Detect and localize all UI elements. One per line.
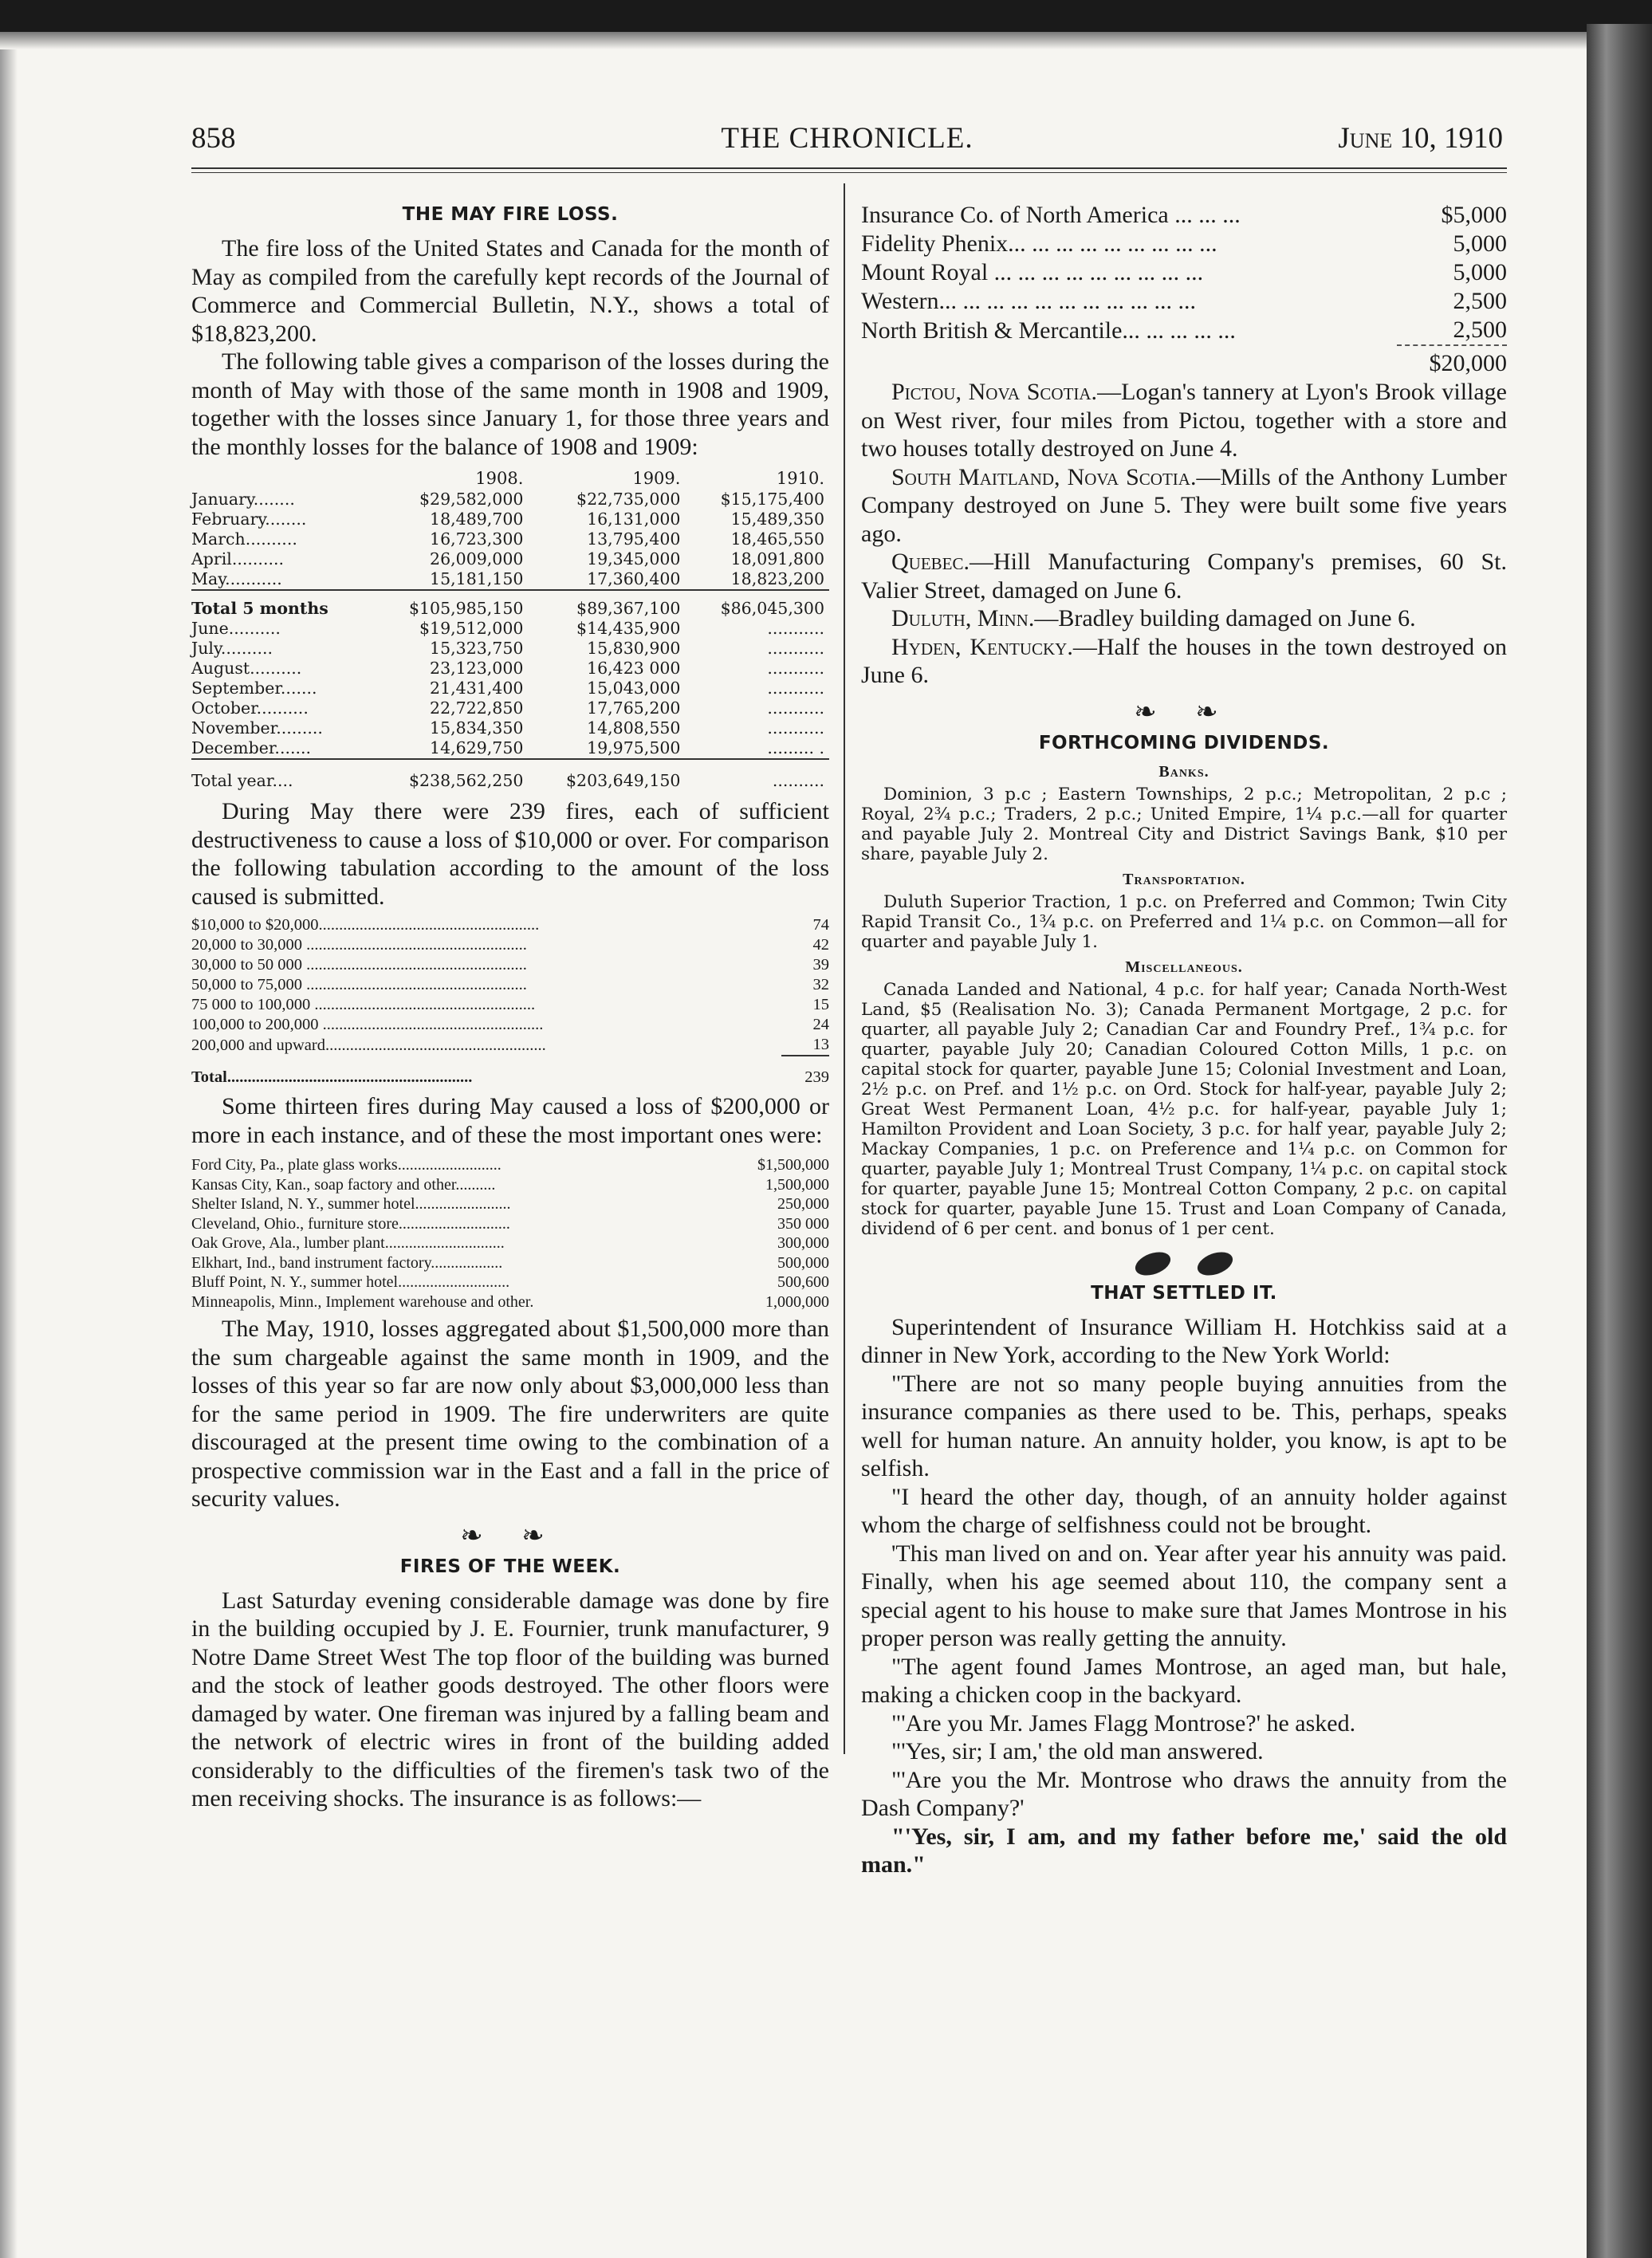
page-top-shadow xyxy=(0,32,1595,49)
ornament: ❧ ❧ xyxy=(460,1520,560,1551)
news-place: Duluth, Minn. xyxy=(891,605,1035,631)
insurance-company: North British & Mercantile... ... ... ... ... xyxy=(861,317,1236,344)
big-fires-table xyxy=(191,1155,829,1312)
col-1909: 1909. xyxy=(632,469,681,488)
big-fire-row xyxy=(191,1214,829,1234)
loss-value: 15,181,150 xyxy=(430,569,524,588)
loss-value: 23,123,000 xyxy=(430,659,524,678)
insurance-company: Mount Royal ... ... ... ... ... ... ... ... ... xyxy=(861,259,1204,285)
insurance-amount: 2,500 xyxy=(1453,317,1507,343)
loss-value: 21,431,400 xyxy=(430,679,524,698)
month-row xyxy=(191,509,829,529)
news-item xyxy=(861,548,1507,604)
leaf-icon xyxy=(1132,1247,1174,1279)
month-row xyxy=(191,490,829,509)
loss-value: $14,435,900 xyxy=(576,619,681,638)
fire-place: Cleveland, Ohio., furniture store............................ xyxy=(191,1214,510,1233)
loss-value: ........... xyxy=(767,679,824,698)
month-label: March.......... xyxy=(191,529,297,549)
distribution-intro: During May there were 239 fires, each of sufficient destructiveness to cause a loss of $10,000 or over. For comparison the following tabulation according to the amount of the loss caused is submitted. xyxy=(191,798,829,910)
news-place: Pictou, Nova Scotia. xyxy=(891,379,1098,405)
story-paragraph: "I heard the other day, though, of an annuity holder against whom the charge of selfishness could not be brought. xyxy=(861,1483,1507,1538)
loss-value: 17,765,200 xyxy=(587,698,681,718)
big-fire-row xyxy=(191,1155,829,1175)
big-fires-intro: Some thirteen fires during May caused a loss of $200,000 or more in each instance, and of these the most important ones were: xyxy=(191,1093,829,1148)
insurance-amount: 5,000 xyxy=(1453,230,1507,257)
loss-value: 15,323,750 xyxy=(430,639,524,658)
page-number: 858 xyxy=(191,122,236,155)
loss-range: $10,000 to $20,000...................................................... xyxy=(191,916,540,934)
story-paragraph: "'Are you Mr. James Flagg Montrose?' he asked. xyxy=(891,1709,1356,1737)
fire-place: Kansas City, Kan., soap factory and other.......... xyxy=(191,1175,496,1194)
loss-range: 75 000 to 100,000 ...................................................... xyxy=(191,996,536,1013)
leaf-ornament xyxy=(861,1253,1507,1278)
header-rule xyxy=(191,167,1507,173)
insurance-company: Western... ... ... ... ... ... ... ... ... ... ... xyxy=(861,288,1197,314)
loss-value: 22,722,850 xyxy=(430,698,524,718)
insurance-row xyxy=(861,316,1507,345)
distribution-row xyxy=(191,915,829,935)
story-paragraph: "'Are you the Mr. Montrose who draws the annuity from the Dash Company?' xyxy=(861,1766,1507,1821)
fire-loss: 500,000 xyxy=(777,1253,829,1272)
loss-value: 16,723,300 xyxy=(430,529,524,549)
news-item xyxy=(861,378,1507,463)
big-fire-row xyxy=(191,1273,829,1292)
news-item xyxy=(861,633,1507,690)
issue-date: June 10, 1910 xyxy=(1338,122,1503,155)
insurance-row xyxy=(861,287,1507,316)
loss-value: 26,009,000 xyxy=(430,549,524,568)
month-row xyxy=(191,639,829,659)
news-place: Quebec. xyxy=(891,549,970,575)
fire-loss: 350 000 xyxy=(777,1214,829,1233)
story-paragraph: "'Yes, sir; I am,' the old man answered. xyxy=(891,1738,1264,1764)
fire-count: 74 xyxy=(812,916,829,934)
loss-value: $29,582,000 xyxy=(419,490,524,509)
month-row xyxy=(191,549,829,569)
month-label: August.......... xyxy=(191,659,302,678)
miscellaneous-label: Miscellaneous. xyxy=(1125,958,1243,976)
loss-value: 19,345,000 xyxy=(587,549,681,568)
fire-loss: 300,000 xyxy=(777,1234,829,1252)
banks-dividends: Dominion, 3 p.c ; Eastern Townships, 2 p.c.; Metropolitan, 2 p.c ; Royal, 2¾ p.c.; Traders, 2 p.c.; United Empire, 1¼ p.c.—all for quarter and payable July 2. Montreal City and District Savings Bank, $10 per share, payable July 2. xyxy=(861,784,1507,864)
fire-loss: 1,000,000 xyxy=(765,1292,829,1311)
loss-value: ........... xyxy=(767,659,824,678)
month-label: December....... xyxy=(191,738,312,757)
loss-value: ........... xyxy=(767,698,824,718)
total-year-row: Total year.... $238,562,250 $203,649,150 .......... xyxy=(191,759,829,791)
fire-loss: 1,500,000 xyxy=(765,1175,829,1194)
fire-loss: $1,500,000 xyxy=(757,1156,829,1174)
may-closing-paragraph: The May, 1910, losses aggregated about $1,500,000 more than the sum chargeable against the same month in 1909, and the losses of this year so far are now only about $3,000,000 less than for the same period in 1909. The fire underwriters are quite discouraged at the present time owing to the combination of a prospective commission war in the East and a fall in the price of security values. xyxy=(191,1316,829,1512)
loss-value: 19,975,500 xyxy=(587,738,681,757)
monthly-loss-table xyxy=(191,469,829,791)
page-header xyxy=(191,121,1503,156)
publication-title: THE CHRONICLE. xyxy=(721,122,974,155)
loss-value: 14,629,750 xyxy=(430,738,524,757)
loss-value: 16,131,000 xyxy=(587,509,681,529)
total-5-months-row: Total 5 months $105,985,150 $89,367,100 $86,045,300 xyxy=(191,590,829,619)
may-fire-loss-intro: The fire loss of the United States and Canada for the month of May as compiled from the carefully kept records of the Journal of Commerce and Commercial Bulletin, N.Y., shows a total of $18,823,200. xyxy=(191,235,829,347)
table-intro: The following table gives a comparison of the losses during the month of May with those of the same month in 1908 and 1909, together with the losses since January 1, for those three years and the monthly losses for the balance of 1908 and 1909: xyxy=(191,348,829,460)
loss-value: 15,489,350 xyxy=(730,509,824,529)
big-fire-row xyxy=(191,1233,829,1253)
col-month xyxy=(191,469,371,490)
right-column xyxy=(861,201,1507,1879)
loss-value: 18,465,550 xyxy=(730,529,824,549)
distribution-row xyxy=(191,935,829,955)
news-item xyxy=(861,604,1507,633)
distribution-row xyxy=(191,1015,829,1035)
dividends-heading: FORTHCOMING DIVIDENDS. xyxy=(1038,732,1330,753)
fire-count: 32 xyxy=(812,976,829,993)
loss-value: ........... xyxy=(767,639,824,658)
story-paragraph: Superintendent of Insurance William H. Hotchkiss said at a dinner in New York, according to the New York World: xyxy=(861,1313,1507,1368)
fire-place: Bluff Point, N. Y., summer hotel............................ xyxy=(191,1273,510,1291)
loss-value: $19,512,000 xyxy=(419,619,524,638)
loss-range: 50,000 to 75,000 ...................................................... xyxy=(191,976,527,993)
month-label: November......... xyxy=(191,718,323,738)
insurance-amount: $5,000 xyxy=(1441,202,1507,228)
distribution-row xyxy=(191,995,829,1015)
fire-count: 42 xyxy=(812,936,829,954)
may-fire-loss-heading: THE MAY FIRE LOSS. xyxy=(402,204,619,225)
miscellaneous-dividends: Canada Landed and National, 4 p.c. for half year; Canada North-West Land, $5 (Realisation No. 3); Canada Permanent Mortgage, 2 p.c. for quarter, all payable July 2; Canadian Car and Foundry Pref., 1¾ p.c. for quarter, payable July 20; Canadian Coloured Cotton Mills, 1 p.c. on capital stock for quarter, payable June 15; Colonial Investment and Loan, 2½ p.c. on Pref. and 1½ p.c. on Ord. Stock for half-year, payable July 2; Great West Permanent Loan, 4½ p.c. for half-year, payable July 1; Hamilton Provident and Loan Society, 3 p.c. for half year, payable July 2; Mackay Companies, 1 p.c. on Preference and 1¼ p.c. on Common for quarter, payable July 1; Montreal Trust Company, 1¼ p.c. on capital stock for quarter, payable June 15; Montreal Cotton Company, 2 p.c. on capital stock for quarter, payable June 15. Trust and Loan Company of Canada, dividend of 6 per cent. and bonus of 1 per cent. xyxy=(861,979,1507,1239)
month-row xyxy=(191,619,829,639)
month-row xyxy=(191,738,829,759)
month-label: January........ xyxy=(191,490,295,509)
loss-value: 18,091,800 xyxy=(730,549,824,568)
month-row xyxy=(191,659,829,679)
fire-place: Oak Grove, Ala., lumber plant.............................. xyxy=(191,1234,505,1252)
banks-label: Banks. xyxy=(1158,762,1210,781)
insurance-total-row: $20,000 xyxy=(861,345,1507,378)
month-label: April.......... xyxy=(191,549,285,568)
month-label: September....... xyxy=(191,679,317,698)
col-1908: 1908. xyxy=(475,469,524,488)
month-row xyxy=(191,569,829,590)
loss-distribution-table xyxy=(191,915,829,1088)
news-place: Hyden, Kentucky. xyxy=(891,633,1073,660)
fire-loss: 250,000 xyxy=(777,1195,829,1213)
loss-range: 20,000 to 30,000 ...................................................... xyxy=(191,936,527,954)
fire-count: 15 xyxy=(812,996,829,1013)
loss-value: 18,823,200 xyxy=(730,569,824,588)
insurance-row xyxy=(861,258,1507,287)
fire-count: 13 xyxy=(812,1036,829,1053)
transportation-dividends: Duluth Superior Traction, 1 p.c. on Preferred and Common; Twin City Rapid Transit Co., 1¾ p.c. on Preferred and 1¼ p.c. on Common—all for quarter and payable July 1. xyxy=(861,891,1507,952)
column-divider xyxy=(844,183,845,1754)
month-row xyxy=(191,529,829,549)
month-label: May........... xyxy=(191,569,282,588)
month-row xyxy=(191,679,829,698)
month-row xyxy=(191,718,829,738)
loss-range: 100,000 to 200,000 ...................................................... xyxy=(191,1016,544,1033)
ornament: ❧ ❧ xyxy=(1134,697,1234,727)
loss-value: 18,489,700 xyxy=(430,509,524,529)
fires-of-week-body: Last Saturday evening considerable damage was done by fire in the building occupied by J. E. Fournier, trunk manufacturer, 9 Notre Dame Street West The top floor of the building was burned and the stock of leather goods destroyed. The other floors were damaged by water. One fireman was injured by a falling beam and the network of electric wires in front of the building added considerably to the difficulties of the firemen's task two of the men receiving shocks. The insurance is as follows:— xyxy=(191,1587,829,1812)
col-1910: 1910. xyxy=(776,469,824,488)
insurance-row xyxy=(861,230,1507,258)
loss-value: 17,360,400 xyxy=(587,569,681,588)
news-items xyxy=(861,378,1507,690)
insurance-row xyxy=(861,201,1507,230)
fire-place: Shelter Island, N. Y., summer hotel........................ xyxy=(191,1195,511,1213)
news-text: —Half the houses in the town destroyed on June 6. xyxy=(861,633,1507,688)
that-settled-it-heading: THAT SETTLED IT. xyxy=(1091,1282,1277,1304)
fires-of-week-heading: FIRES OF THE WEEK. xyxy=(399,1556,621,1577)
fire-count: 39 xyxy=(812,956,829,974)
leaf-icon xyxy=(1194,1247,1236,1279)
loss-range: 200,000 and upward...................................................... xyxy=(191,1036,546,1054)
big-fire-row xyxy=(191,1253,829,1273)
month-row xyxy=(191,698,829,718)
loss-value: $22,735,000 xyxy=(576,490,681,509)
distribution-row xyxy=(191,955,829,975)
transportation-label: Transportation. xyxy=(1123,870,1245,888)
month-label: July.......... xyxy=(191,639,273,658)
news-text: —Hill Manufacturing Company's premises, 60 St. Valier Street, damaged on June 6. xyxy=(861,549,1507,604)
loss-value: 14,808,550 xyxy=(587,718,681,738)
loss-value: ......... . xyxy=(767,738,824,757)
news-item xyxy=(861,463,1507,549)
loss-range: 30,000 to 50 000 ...................................................... xyxy=(191,956,527,974)
loss-value: 13,795,400 xyxy=(587,529,681,549)
news-text: —Logan's tannery at Lyon's Brook village on West river, four miles from Pictou, together with a store and two houses totally destroyed on June 4. xyxy=(861,379,1508,462)
story-paragraph: "'Yes, sir, I am, and my father before me,' said the old man." xyxy=(861,1823,1507,1878)
page-edge-shadow xyxy=(0,41,18,2258)
loss-value: ........... xyxy=(767,718,824,738)
that-settled-it-body xyxy=(861,1313,1507,1879)
distribution-row xyxy=(191,1035,829,1056)
big-fire-row xyxy=(191,1175,829,1195)
fire-count: 24 xyxy=(812,1016,829,1033)
month-label: June.......... xyxy=(191,619,281,638)
loss-value: $15,175,400 xyxy=(720,490,824,509)
month-label: October.......... xyxy=(191,698,309,718)
insurance-company: Fidelity Phenix... ... ... ... ... ... ... ... ... xyxy=(861,230,1217,257)
insurance-amount: 2,500 xyxy=(1453,288,1507,314)
distribution-row xyxy=(191,975,829,995)
big-fire-row xyxy=(191,1194,829,1214)
story-paragraph: "There are not so many people buying annuities from the insurance companies as there used to be. This, perhaps, speaks well for human nature. An annuity holder, you know, is apt to be selfish. xyxy=(861,1370,1507,1481)
loss-value: 16,423 000 xyxy=(587,659,681,678)
story-paragraph: "The agent found James Montrose, an aged man, but hale, making a chicken coop in the backyard. xyxy=(861,1653,1507,1708)
fire-place: Ford City, Pa., plate glass works.......................... xyxy=(191,1156,502,1174)
loss-value: ........... xyxy=(767,619,824,638)
loss-value: 15,830,900 xyxy=(587,639,681,658)
insurance-table xyxy=(861,201,1507,378)
news-text: —Bradley building damaged on June 6. xyxy=(1034,605,1416,631)
big-fire-row xyxy=(191,1292,829,1312)
news-text: —Mills of the Anthony Lumber Company destroyed on June 5. They were built some five years ago. xyxy=(861,463,1507,547)
loss-value: 15,834,350 xyxy=(430,718,524,738)
fire-place: Elkhart, Ind., band instrument factory.................. xyxy=(191,1253,503,1272)
insurance-company: Insurance Co. of North America ... ... ... xyxy=(861,202,1241,228)
insurance-amount: 5,000 xyxy=(1453,259,1507,285)
distribution-total-row: Total............................................................ 239 xyxy=(191,1056,829,1088)
story-paragraph: 'This man lived on and on. Year after year his annuity was paid. Finally, when his age seemed about 110, the company sent a special agent to his house to make sure that James Montrose in his proper person was really getting the annuity. xyxy=(861,1540,1507,1651)
left-column xyxy=(191,199,829,1813)
fire-place: Minneapolis, Minn., Implement warehouse and other. xyxy=(191,1292,534,1311)
loss-value: 15,043,000 xyxy=(587,679,681,698)
fire-loss: 500,600 xyxy=(777,1273,829,1291)
book-binding xyxy=(1587,24,1652,2258)
news-place: South Maitland, Nova Scotia. xyxy=(891,463,1197,490)
month-label: February........ xyxy=(191,509,307,529)
